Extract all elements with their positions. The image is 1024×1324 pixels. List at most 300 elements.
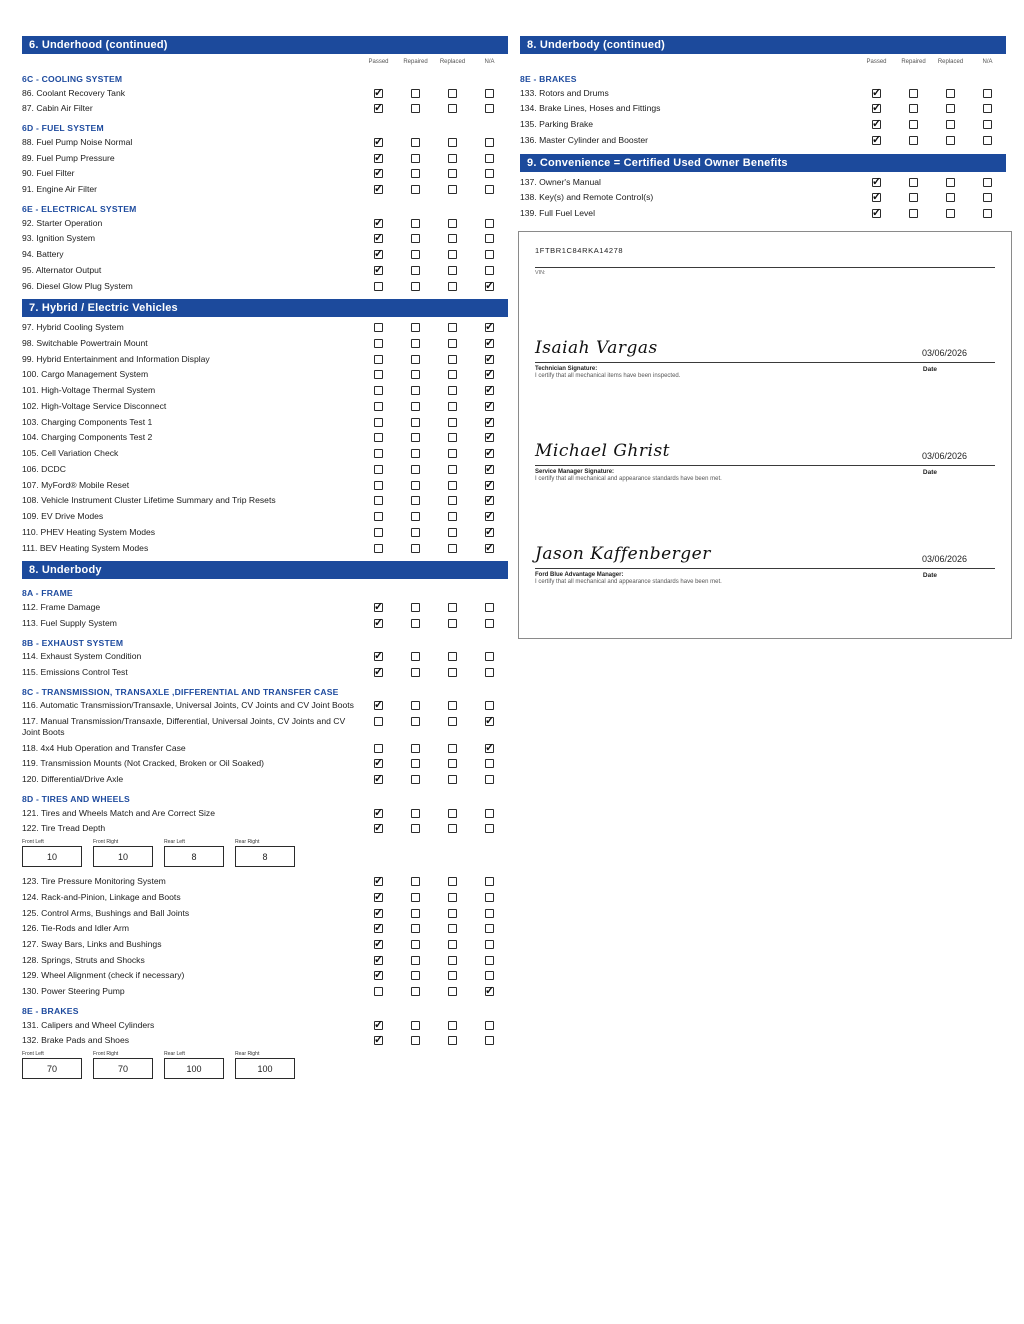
checkbox-replaced[interactable]	[448, 104, 457, 113]
checkbox-cell	[397, 956, 434, 965]
date-label: Date	[922, 468, 937, 476]
checkbox-replaced[interactable]	[448, 323, 457, 332]
checkbox-passed[interactable]	[374, 323, 383, 332]
checkbox-na[interactable]	[485, 465, 494, 474]
checkbox-na[interactable]	[983, 136, 992, 145]
checkbox-na[interactable]	[485, 809, 494, 818]
left-column	[22, 36, 508, 1088]
measure-field	[22, 1051, 82, 1079]
checkbox-cell	[397, 544, 434, 553]
checkbox-na[interactable]	[485, 266, 494, 275]
measure-label: Rear Left	[164, 839, 185, 845]
checkbox-passed[interactable]	[374, 185, 383, 194]
checkbox-cell	[471, 496, 508, 505]
checkbox-replaced[interactable]	[448, 339, 457, 348]
checkbox-cell	[397, 185, 434, 194]
checkbox-passed[interactable]	[374, 603, 383, 612]
checkbox-passed[interactable]	[374, 717, 383, 726]
measure-value-box[interactable]: 70	[93, 1058, 153, 1079]
checkbox-replaced[interactable]	[448, 1036, 457, 1045]
checkbox-replaced[interactable]	[448, 234, 457, 243]
checkbox-replaced[interactable]	[448, 701, 457, 710]
checkbox-repaired[interactable]	[411, 759, 420, 768]
checkbox-repaired[interactable]	[909, 193, 918, 202]
checkbox-repaired[interactable]	[411, 402, 420, 411]
checkbox-replaced[interactable]	[448, 1021, 457, 1030]
checkbox-na[interactable]	[485, 987, 494, 996]
checkbox-cell	[471, 603, 508, 612]
checkbox-repaired[interactable]	[411, 909, 420, 918]
checkbox-repaired[interactable]	[411, 987, 420, 996]
checkbox-replaced[interactable]	[448, 481, 457, 490]
signature-blocks	[535, 338, 995, 585]
checkbox-passed[interactable]	[374, 169, 383, 178]
checkbox-repaired[interactable]	[411, 619, 420, 628]
checkbox-repaired[interactable]	[411, 775, 420, 784]
checkbox-passed[interactable]	[374, 154, 383, 163]
checkbox-replaced[interactable]	[448, 544, 457, 553]
checkbox-passed[interactable]	[374, 402, 383, 411]
measure-value-box[interactable]: 10	[93, 846, 153, 867]
checkbox-passed[interactable]	[374, 512, 383, 521]
checkbox-na[interactable]	[485, 219, 494, 228]
checklist-item	[520, 192, 1006, 203]
checkbox-repaired[interactable]	[909, 89, 918, 98]
checkbox-cell	[471, 89, 508, 98]
checkbox-replaced[interactable]	[448, 652, 457, 661]
checkbox-na[interactable]	[485, 701, 494, 710]
measure-label: Rear Right	[235, 1051, 260, 1057]
checkbox-passed[interactable]	[872, 193, 881, 202]
subsection-heading: 8C - TRANSMISSION, TRANSAXLE ,DIFFERENTIAL AND TRANSFER CASE	[22, 686, 339, 697]
checkbox-replaced[interactable]	[448, 370, 457, 379]
checkbox-passed[interactable]	[374, 809, 383, 818]
checkbox-repaired[interactable]	[411, 481, 420, 490]
checkbox-na[interactable]	[485, 402, 494, 411]
checkbox-passed[interactable]	[374, 496, 383, 505]
checkbox-repaired[interactable]	[411, 138, 420, 147]
checkbox-na[interactable]	[485, 603, 494, 612]
checkbox-passed[interactable]	[374, 1036, 383, 1045]
checkbox-na[interactable]	[485, 717, 494, 726]
checkbox-cell	[434, 89, 471, 98]
checkbox-repaired[interactable]	[909, 104, 918, 113]
checkbox-repaired[interactable]	[411, 154, 420, 163]
checkbox-replaced[interactable]	[946, 120, 955, 129]
item-label: 86. Coolant Recovery Tank	[22, 87, 126, 98]
checkbox-repaired[interactable]	[411, 370, 420, 379]
checkbox-replaced[interactable]	[448, 512, 457, 521]
checkbox-na[interactable]	[983, 104, 992, 113]
checkbox-repaired[interactable]	[909, 136, 918, 145]
checkbox-replaced[interactable]	[448, 909, 457, 918]
checkbox-repaired[interactable]	[411, 169, 420, 178]
checkbox-replaced[interactable]	[448, 169, 457, 178]
checkbox-cell	[969, 209, 1006, 218]
checkbox-replaced[interactable]	[448, 496, 457, 505]
checkbox-na[interactable]	[485, 893, 494, 902]
checkbox-passed[interactable]	[374, 449, 383, 458]
checkbox-cell	[434, 528, 471, 537]
check-group	[360, 385, 508, 395]
measure-value-box[interactable]: 8	[235, 846, 295, 867]
checkbox-repaired[interactable]	[411, 744, 420, 753]
checkbox-cell	[434, 619, 471, 628]
checkbox-repaired[interactable]	[411, 104, 420, 113]
checkbox-na[interactable]	[485, 956, 494, 965]
checkbox-cell	[895, 136, 932, 145]
checkbox-na[interactable]	[485, 824, 494, 833]
checkbox-replaced[interactable]	[946, 193, 955, 202]
checkbox-passed[interactable]	[374, 219, 383, 228]
checkbox-replaced[interactable]	[448, 402, 457, 411]
checkbox-replaced[interactable]	[448, 185, 457, 194]
checkbox-repaired[interactable]	[411, 219, 420, 228]
check-group	[360, 338, 508, 348]
checkbox-passed[interactable]	[374, 138, 383, 147]
checkbox-repaired[interactable]	[411, 185, 420, 194]
checkbox-repaired[interactable]	[411, 339, 420, 348]
checkbox-replaced[interactable]	[448, 809, 457, 818]
checkbox-na[interactable]	[485, 512, 494, 521]
checkbox-replaced[interactable]	[946, 104, 955, 113]
checkbox-replaced[interactable]	[448, 744, 457, 753]
checkbox-replaced[interactable]	[448, 940, 457, 949]
checkbox-na[interactable]	[983, 209, 992, 218]
checkbox-repaired[interactable]	[411, 717, 420, 726]
checklist-item	[22, 480, 508, 491]
checkbox-passed[interactable]	[374, 824, 383, 833]
measure-value-box[interactable]: 70	[22, 1058, 82, 1079]
checkbox-na[interactable]	[485, 940, 494, 949]
checkbox-replaced[interactable]	[448, 154, 457, 163]
checkbox-replaced[interactable]	[448, 971, 457, 980]
item-label: 113. Fuel Supply System	[22, 617, 117, 628]
checkbox-cell	[360, 652, 397, 661]
checkbox-passed[interactable]	[374, 234, 383, 243]
checkbox-passed[interactable]	[872, 89, 881, 98]
check-group	[360, 184, 508, 194]
checkbox-na[interactable]	[485, 282, 494, 291]
checkbox-repaired[interactable]	[411, 250, 420, 259]
checkbox-na[interactable]	[485, 652, 494, 661]
checkbox-cell	[434, 987, 471, 996]
checkbox-na[interactable]	[485, 355, 494, 364]
checkbox-repaired[interactable]	[411, 266, 420, 275]
checkbox-repaired[interactable]	[411, 603, 420, 612]
checkbox-na[interactable]	[485, 877, 494, 886]
check-group	[858, 208, 1006, 218]
checkbox-passed[interactable]	[374, 877, 383, 886]
checkbox-passed[interactable]	[872, 104, 881, 113]
checkbox-cell	[360, 282, 397, 291]
checkbox-replaced[interactable]	[448, 250, 457, 259]
checkbox-repaired[interactable]	[411, 924, 420, 933]
checkbox-na[interactable]	[485, 744, 494, 753]
checkbox-cell	[434, 339, 471, 348]
checkbox-repaired[interactable]	[411, 433, 420, 442]
checkbox-replaced[interactable]	[448, 775, 457, 784]
checkbox-na[interactable]	[485, 449, 494, 458]
checkbox-passed[interactable]	[374, 775, 383, 784]
checkbox-passed[interactable]	[374, 104, 383, 113]
measure-label: Front Left	[22, 1051, 44, 1057]
checkbox-passed[interactable]	[374, 619, 383, 628]
checkbox-cell	[360, 744, 397, 753]
checkbox-na[interactable]	[485, 481, 494, 490]
checkbox-cell	[895, 178, 932, 187]
checkbox-cell	[434, 652, 471, 661]
checkbox-passed[interactable]	[872, 178, 881, 187]
checkbox-passed[interactable]	[374, 1021, 383, 1030]
check-group	[360, 480, 508, 490]
checkbox-passed[interactable]	[374, 528, 383, 537]
checklist-item	[22, 743, 508, 754]
checkbox-cell	[360, 219, 397, 228]
check-group	[360, 651, 508, 661]
checkbox-na[interactable]	[983, 120, 992, 129]
checkbox-na[interactable]	[485, 544, 494, 553]
checkbox-repaired[interactable]	[411, 355, 420, 364]
checkbox-cell	[397, 386, 434, 395]
checkbox-cell	[471, 701, 508, 710]
checkbox-passed[interactable]	[872, 209, 881, 218]
checklist-item	[22, 369, 508, 380]
checkbox-repaired[interactable]	[411, 1036, 420, 1045]
checkbox-passed[interactable]	[374, 987, 383, 996]
checkbox-na[interactable]	[485, 909, 494, 918]
checkbox-cell	[397, 652, 434, 661]
checkbox-na[interactable]	[485, 775, 494, 784]
checkbox-cell	[360, 701, 397, 710]
checkbox-passed[interactable]	[374, 89, 383, 98]
checklist-item	[22, 432, 508, 443]
checkbox-passed[interactable]	[374, 282, 383, 291]
checkbox-passed[interactable]	[374, 250, 383, 259]
checkbox-cell	[360, 987, 397, 996]
checkbox-replaced[interactable]	[448, 266, 457, 275]
checkbox-repaired[interactable]	[411, 701, 420, 710]
signature-date: 03/06/2026	[921, 450, 967, 461]
checkbox-repaired[interactable]	[411, 89, 420, 98]
checkbox-na[interactable]	[485, 339, 494, 348]
checkbox-passed[interactable]	[374, 339, 383, 348]
checkbox-passed[interactable]	[374, 544, 383, 553]
section-header: 6. Underhood (continued)	[22, 36, 508, 54]
checkbox-repaired[interactable]	[411, 971, 420, 980]
checkbox-repaired[interactable]	[909, 178, 918, 187]
checkbox-repaired[interactable]	[411, 1021, 420, 1030]
checkbox-replaced[interactable]	[448, 893, 457, 902]
checkbox-repaired[interactable]	[411, 449, 420, 458]
checkbox-na[interactable]	[485, 138, 494, 147]
checkbox-replaced[interactable]	[448, 717, 457, 726]
measure-value-box[interactable]: 8	[164, 846, 224, 867]
checkbox-na[interactable]	[485, 1036, 494, 1045]
check-group	[360, 716, 508, 726]
checkbox-na[interactable]	[485, 370, 494, 379]
checkbox-cell	[434, 701, 471, 710]
checkbox-na[interactable]	[485, 418, 494, 427]
checkbox-na[interactable]	[485, 386, 494, 395]
checkbox-repaired[interactable]	[411, 652, 420, 661]
checkbox-repaired[interactable]	[411, 234, 420, 243]
checkbox-passed[interactable]	[374, 370, 383, 379]
checkbox-passed[interactable]	[374, 893, 383, 902]
checkbox-repaired[interactable]	[411, 496, 420, 505]
item-label: 126. Tie-Rods and Idler Arm	[22, 923, 129, 934]
checkbox-passed[interactable]	[374, 744, 383, 753]
measure-value-box[interactable]: 100	[235, 1058, 295, 1079]
checkbox-passed[interactable]	[374, 701, 383, 710]
checkbox-na[interactable]	[485, 433, 494, 442]
checkbox-replaced[interactable]	[448, 924, 457, 933]
checkbox-replaced[interactable]	[448, 987, 457, 996]
checklist-item	[22, 495, 508, 506]
check-group	[360, 986, 508, 996]
checkbox-repaired[interactable]	[411, 824, 420, 833]
check-group	[360, 137, 508, 147]
checkbox-replaced[interactable]	[946, 178, 955, 187]
checkbox-passed[interactable]	[872, 136, 881, 145]
measure-value-box[interactable]: 100	[164, 1058, 224, 1079]
checkbox-na[interactable]	[485, 104, 494, 113]
checkbox-replaced[interactable]	[448, 528, 457, 537]
checkbox-passed[interactable]	[374, 759, 383, 768]
checkbox-na[interactable]	[485, 154, 494, 163]
checkbox-replaced[interactable]	[448, 759, 457, 768]
section-header: 7. Hybrid / Electric Vehicles	[22, 299, 508, 317]
checkbox-na[interactable]	[485, 185, 494, 194]
checkbox-repaired[interactable]	[411, 528, 420, 537]
checkbox-replaced[interactable]	[946, 209, 955, 218]
checkbox-passed[interactable]	[374, 668, 383, 677]
checkbox-passed[interactable]	[374, 355, 383, 364]
check-group	[360, 432, 508, 442]
checkbox-passed[interactable]	[374, 652, 383, 661]
checkbox-repaired[interactable]	[411, 893, 420, 902]
checkbox-cell	[397, 809, 434, 818]
item-label: 102. High-Voltage Service Disconnect	[22, 400, 167, 411]
checkbox-na[interactable]	[485, 89, 494, 98]
checkbox-replaced[interactable]	[448, 418, 457, 427]
checkbox-repaired[interactable]	[411, 668, 420, 677]
checkbox-replaced[interactable]	[448, 956, 457, 965]
checkbox-replaced[interactable]	[946, 89, 955, 98]
checkbox-na[interactable]	[485, 668, 494, 677]
checkbox-repaired[interactable]	[411, 465, 420, 474]
checkbox-repaired[interactable]	[909, 209, 918, 218]
checkbox-replaced[interactable]	[448, 824, 457, 833]
checkbox-cell	[397, 418, 434, 427]
checkbox-cell	[434, 355, 471, 364]
checkbox-na[interactable]	[485, 1021, 494, 1030]
check-group	[858, 192, 1006, 202]
checkbox-na[interactable]	[485, 759, 494, 768]
checkbox-replaced[interactable]	[448, 89, 457, 98]
checkbox-repaired[interactable]	[411, 386, 420, 395]
checkbox-repaired[interactable]	[411, 544, 420, 553]
checkbox-na[interactable]	[485, 496, 494, 505]
checkbox-cell	[360, 619, 397, 628]
checkbox-replaced[interactable]	[448, 877, 457, 886]
checkbox-na[interactable]	[485, 250, 494, 259]
checkbox-passed[interactable]	[872, 120, 881, 129]
brake-measurements-row	[22, 1051, 508, 1079]
measure-value-box[interactable]: 10	[22, 846, 82, 867]
checkbox-passed[interactable]	[374, 924, 383, 933]
checkbox-replaced[interactable]	[448, 619, 457, 628]
checkbox-replaced[interactable]	[946, 136, 955, 145]
checkbox-passed[interactable]	[374, 940, 383, 949]
checkbox-passed[interactable]	[374, 418, 383, 427]
checkbox-na[interactable]	[983, 193, 992, 202]
checkbox-replaced[interactable]	[448, 138, 457, 147]
checkbox-replaced[interactable]	[448, 355, 457, 364]
checkbox-na[interactable]	[485, 971, 494, 980]
checkbox-passed[interactable]	[374, 956, 383, 965]
check-group	[360, 417, 508, 427]
checkbox-passed[interactable]	[374, 971, 383, 980]
measure-label: Front Left	[22, 839, 44, 845]
checkbox-passed[interactable]	[374, 433, 383, 442]
checkbox-na[interactable]	[485, 528, 494, 537]
checkbox-passed[interactable]	[374, 481, 383, 490]
checkbox-replaced[interactable]	[448, 603, 457, 612]
checkbox-replaced[interactable]	[448, 668, 457, 677]
checkbox-repaired[interactable]	[411, 512, 420, 521]
checkbox-passed[interactable]	[374, 465, 383, 474]
checkbox-replaced[interactable]	[448, 449, 457, 458]
measure-label: Front Right	[93, 839, 119, 845]
checkbox-cell	[471, 234, 508, 243]
checkbox-cell	[360, 1021, 397, 1030]
checkbox-replaced[interactable]	[448, 386, 457, 395]
signature-block	[535, 338, 995, 379]
checkbox-cell	[895, 209, 932, 218]
checkbox-passed[interactable]	[374, 386, 383, 395]
checkbox-repaired[interactable]	[411, 809, 420, 818]
checkbox-repaired[interactable]	[909, 120, 918, 129]
checkbox-cell	[397, 449, 434, 458]
checkbox-repaired[interactable]	[411, 940, 420, 949]
checkbox-cell	[858, 193, 895, 202]
checkbox-replaced[interactable]	[448, 282, 457, 291]
checkbox-cell	[360, 89, 397, 98]
checkbox-repaired[interactable]	[411, 323, 420, 332]
checkbox-repaired[interactable]	[411, 877, 420, 886]
checkbox-na[interactable]	[485, 169, 494, 178]
checkbox-na[interactable]	[485, 924, 494, 933]
checkbox-passed[interactable]	[374, 266, 383, 275]
checkbox-na[interactable]	[485, 323, 494, 332]
subsection-heading: 6D - FUEL SYSTEM	[22, 123, 104, 134]
checkbox-replaced[interactable]	[448, 433, 457, 442]
checkbox-na[interactable]	[485, 234, 494, 243]
checkbox-repaired[interactable]	[411, 282, 420, 291]
checkbox-replaced[interactable]	[448, 465, 457, 474]
checkbox-na[interactable]	[983, 89, 992, 98]
checkbox-passed[interactable]	[374, 909, 383, 918]
checkbox-na[interactable]	[983, 178, 992, 187]
checkbox-repaired[interactable]	[411, 956, 420, 965]
item-label: 135. Parking Brake	[520, 119, 594, 130]
checkbox-cell	[895, 104, 932, 113]
checkbox-cell	[434, 909, 471, 918]
checkbox-na[interactable]	[485, 619, 494, 628]
checkbox-replaced[interactable]	[448, 219, 457, 228]
checkbox-repaired[interactable]	[411, 418, 420, 427]
